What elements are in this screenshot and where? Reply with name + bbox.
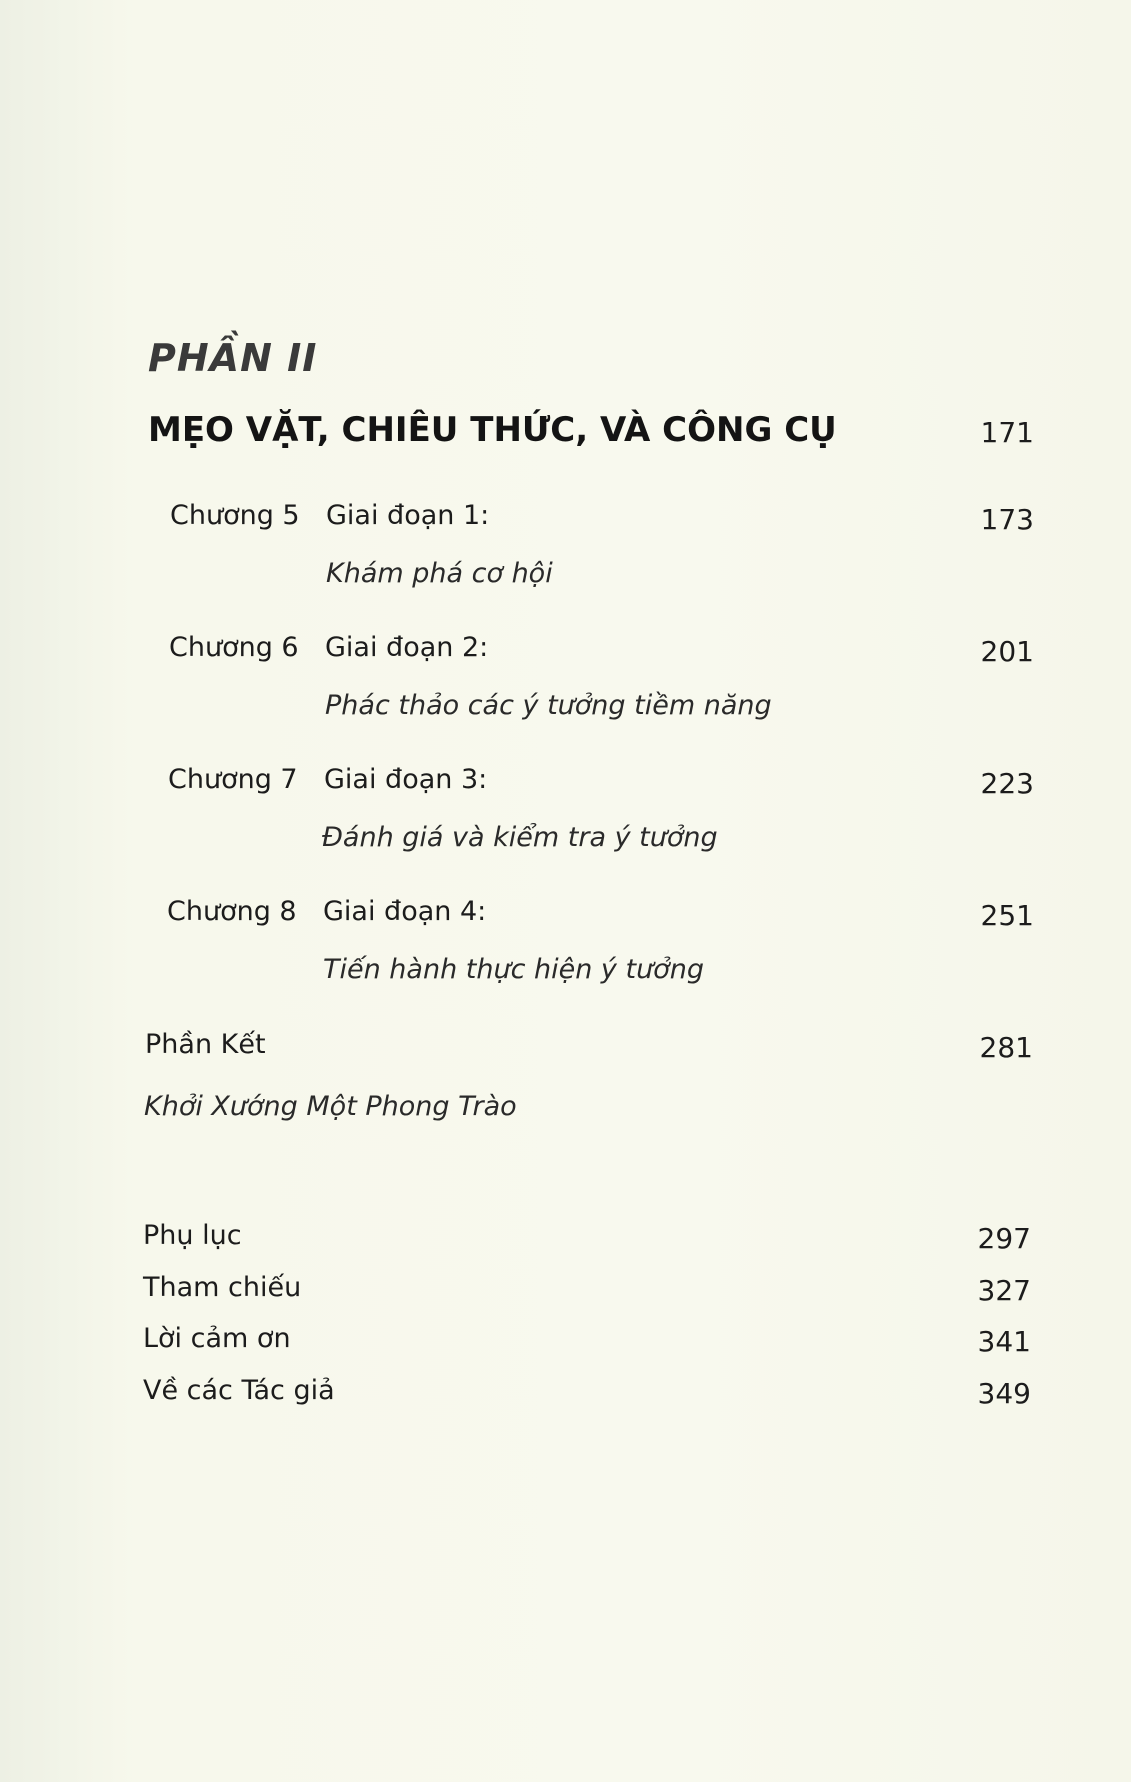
toc-entry-chapter-8: [0, 896, 1131, 985]
part-title-entry: [0, 410, 1131, 460]
part-label: PHẦN II: [148, 336, 318, 380]
toc-entry-appendix: [0, 1220, 1131, 1270]
chapter-stage: Giai đoạn 4:: [323, 896, 487, 927]
page-number: 251: [980, 899, 1034, 932]
chapter-subtitle: Phác thảo các ý tưởng tiềm năng: [325, 690, 772, 721]
page-number: 297: [977, 1222, 1031, 1255]
back-matter-label: Lời cảm ơn: [143, 1323, 291, 1354]
page-number: 349: [977, 1377, 1031, 1410]
chapter-number: Chương 7: [168, 764, 298, 795]
page-number: 201: [980, 635, 1034, 668]
back-matter-label: Tham chiếu: [143, 1272, 302, 1303]
toc-entry-chapter-5: [0, 500, 1131, 589]
page-number: 341: [977, 1325, 1031, 1358]
chapter-subtitle: Khám phá cơ hội: [326, 558, 553, 589]
chapter-number: Chương 5: [170, 500, 300, 531]
conclusion-subtitle: Khởi Xướng Một Phong Trào: [144, 1091, 517, 1122]
part-title: MẸO VẶT, CHIÊU THỨC, VÀ CÔNG CỤ: [148, 410, 837, 450]
chapter-subtitle: Đánh giá và kiểm tra ý tưởng: [322, 822, 718, 853]
chapter-number: Chương 8: [167, 896, 297, 927]
toc-entry-references: [0, 1272, 1131, 1322]
page-number: 223: [980, 767, 1034, 800]
chapter-stage: Giai đoạn 3:: [324, 764, 488, 795]
toc-entry-acknowledgements: [0, 1323, 1131, 1373]
toc-entry-about-authors: [0, 1375, 1131, 1425]
back-matter-label: Về các Tác giả: [143, 1375, 335, 1406]
chapter-stage: Giai đoạn 2:: [325, 632, 489, 663]
page-number: 171: [980, 416, 1034, 449]
chapter-stage: Giai đoạn 1:: [326, 500, 490, 531]
page-number: 281: [979, 1031, 1033, 1064]
toc-entry-chapter-7: [0, 764, 1131, 853]
chapter-subtitle: Tiến hành thực hiện ý tưởng: [323, 954, 704, 985]
toc-entry-conclusion: [0, 1029, 1131, 1122]
conclusion-label: Phần Kết: [145, 1029, 266, 1060]
page-number: 173: [980, 503, 1034, 536]
chapter-number: Chương 6: [169, 632, 299, 663]
toc-entry-chapter-6: [0, 632, 1131, 721]
page-number: 327: [977, 1274, 1031, 1307]
back-matter-label: Phụ lục: [143, 1220, 242, 1251]
